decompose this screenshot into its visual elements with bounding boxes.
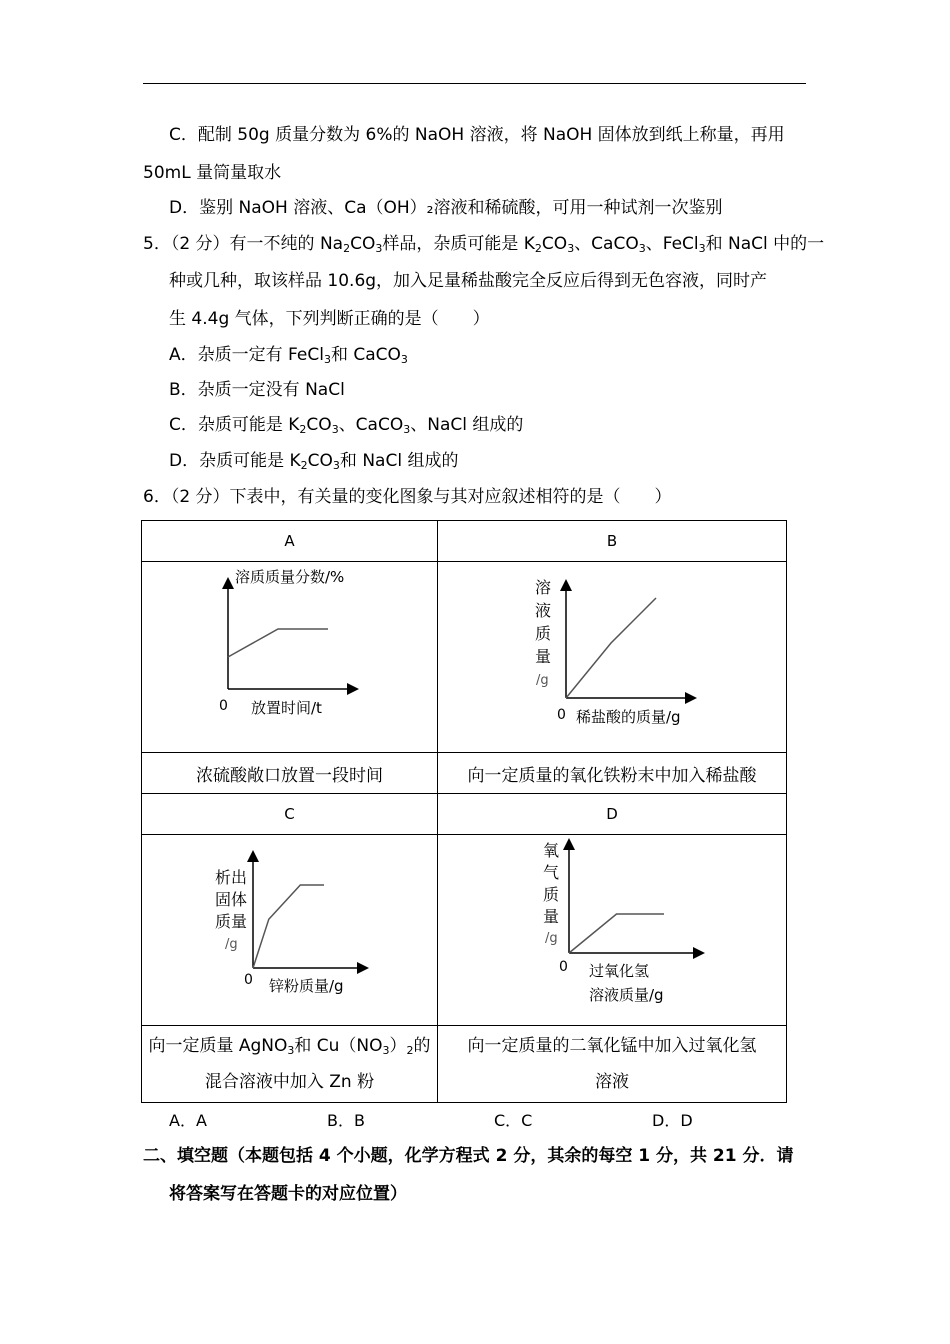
header-rule [143, 83, 806, 84]
figure-b-ylabel-unit: /g [535, 673, 549, 688]
figure-c-origin: 0 [243, 972, 253, 988]
section2-heading-line2: 将答案写在答题卡的对应位置） [169, 1184, 407, 1204]
figure-d-curve [569, 914, 664, 953]
q6-header-d: D [438, 794, 787, 835]
figure-d-ylabel-2: 气 [542, 863, 559, 882]
figure-d-xlabel-1: 过氧化氢 [588, 962, 649, 980]
q6-figure-c-cell [142, 835, 438, 1026]
q6-option-c: C．C [494, 1111, 533, 1130]
q6-desc-b: 向一定质量的氧化铁粉末中加入稀盐酸 [438, 753, 787, 794]
q4-option-d: D．鉴别 NaOH 溶液、Ca（OH）₂溶液和稀硫酸，可用一种试剂一次鉴别 [169, 198, 723, 218]
q6-stem: 6．（2 分）下表中，有关量的变化图象与其对应叙述相符的是（ ） [143, 487, 672, 507]
q6-desc-d: 向一定质量的二氧化锰中加入过氧化氢 溶液 [438, 1026, 787, 1103]
figure-c-ylabel-2: 固体 [214, 890, 247, 909]
section2-heading-line1: 二、填空题（本题包括 4 个小题，化学方程式 2 分，其余的每空 1 分，共 21 分．请 [143, 1146, 794, 1166]
figure-d-origin: 0 [558, 959, 568, 975]
figure-c-ylabel-1: 析出 [214, 868, 247, 887]
q5-option-a: A．杂质一定有 FeCl$_3$和 CaCO$_3$ [169, 345, 408, 366]
q5-option-d: D．杂质可能是 $K_2CO_3$和 NaCl 组成的 [169, 451, 459, 472]
figure-b-origin: 0 [556, 707, 566, 723]
figure-b-ylabel-1: 溶 [534, 578, 551, 597]
q6-header-a: A [142, 521, 438, 562]
q5-stem-line2: 种或几种，取该样品 10.6g，加入足量稀盐酸完全反应后得到无色容液，同时产 [169, 271, 768, 291]
q5-option-b: B．杂质一定没有 NaCl [169, 380, 345, 400]
figure-a-xlabel: 放置时间/t [250, 699, 322, 717]
figure-d-ylabel-4: 量 [542, 907, 559, 926]
q6-figure-d [439, 836, 786, 1024]
figure-d-ylabel-unit: /g [544, 931, 558, 946]
figure-b-xlabel: 稀盐酸的质量/g [575, 708, 681, 726]
figure-c-ylabel-3: 质量 [214, 912, 247, 931]
figure-d-xlabel-2: 溶液质量/g [588, 986, 664, 1004]
q4-option-c-line1: C．配制 50g 质量分数为 6%的 NaOH 溶液，将 NaOH 固体放到纸上称量，再用 [169, 125, 785, 145]
q6-table [141, 520, 787, 1103]
figure-c-ylabel-unit: /g [224, 937, 238, 952]
q5-option-c: C．杂质可能是 $K_2CO_3$、CaCO$_3$、NaCl 组成的 [169, 415, 524, 436]
q6-option-a: A．A [169, 1111, 207, 1130]
figure-a-origin: 0 [218, 698, 228, 714]
q6-figure-b [439, 563, 786, 751]
q6-figure-b-cell [438, 562, 787, 753]
figure-a-ylabel: 溶质质量分数/% [234, 568, 344, 586]
q6-header-b: B [438, 521, 787, 562]
q6-figure-a-cell [142, 562, 438, 753]
q6-option-d: D．D [652, 1111, 693, 1130]
q6-figure-c [143, 836, 437, 1024]
figure-c-xlabel: 锌粉质量/g [268, 977, 344, 995]
figure-b-ylabel-4: 量 [534, 647, 551, 666]
q6-figure-a [143, 563, 437, 751]
figure-d-ylabel-3: 质 [542, 885, 559, 904]
q6-header-c: C [142, 794, 438, 835]
q4-option-c-line2: 50mL 量筒量取水 [143, 163, 282, 183]
q6-figure-d-cell [438, 835, 787, 1026]
figure-b-ylabel-2: 液 [534, 601, 551, 620]
q5-stem-line3: 生 4.4g 气体，下列判断正确的是（ ） [169, 309, 490, 329]
figure-c-curve [253, 885, 324, 968]
q6-desc-c: 向一定质量 AgNO$_3$和 $Cu(NO_3)_2$的 混合溶液中加入 Zn 粉 [142, 1026, 438, 1103]
q5-stem-line1: 5．（2 分）有一不纯的 $Na_2CO_3$样品，杂质可能是 $K_2CO_3$、CaCO$_3$、FeCl$_3$和 NaCl 中的一 [143, 234, 825, 255]
q6-desc-a: 浓硫酸敞口放置一段时间 [142, 753, 438, 794]
figure-b-curve [566, 598, 656, 698]
figure-a-curve [228, 629, 328, 657]
q6-option-b: B．B [327, 1111, 365, 1130]
figure-d-ylabel-1: 氧 [542, 841, 559, 860]
figure-b-ylabel-3: 质 [534, 624, 551, 643]
